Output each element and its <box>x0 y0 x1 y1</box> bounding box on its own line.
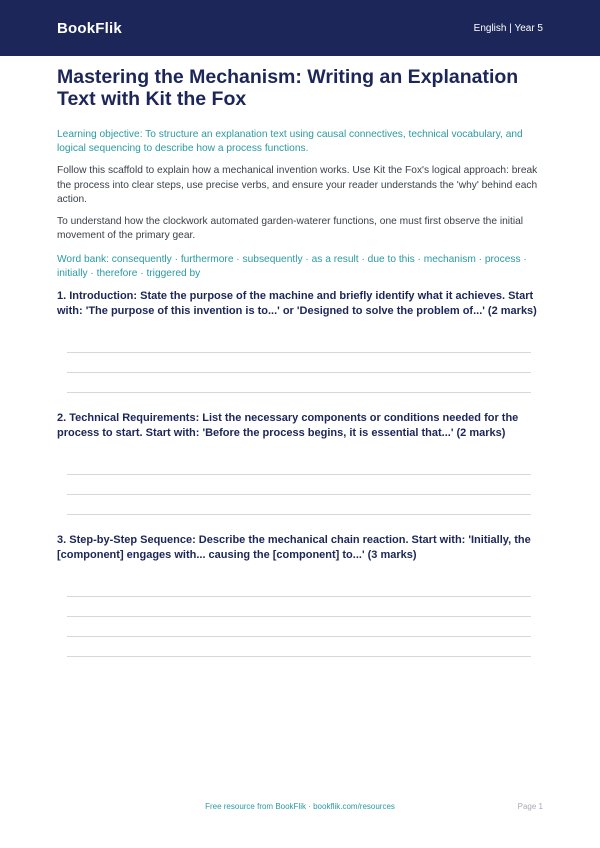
subject-year-label: English | Year 5 <box>473 22 543 34</box>
header-bar <box>0 0 600 56</box>
answer-line[interactable] <box>67 616 531 617</box>
question-3: 3. Step-by-Step Sequence: Describe the mechanical chain reaction. Start with: 'Initially, the [component] engages with... causing the [component] to...' (3 marks) <box>57 534 531 561</box>
intro-paragraph: Follow this scaffold to explain how a mechanical invention works. Use Kit the Fox's logical approach: break the process into clear steps, use precise verbs, and ensure your reader understands the 'why' behind each action. <box>57 165 538 205</box>
answer-line[interactable] <box>67 474 531 475</box>
footer-link[interactable]: Free resource from BookFlik · bookflik.com/resources <box>205 802 395 811</box>
answer-line[interactable] <box>67 514 531 515</box>
answer-lines-2[interactable] <box>67 474 531 534</box>
word-bank: Word bank: consequently · furthermore · subsequently · as a result · due to this · mechanism · process · initially · therefore · triggered by <box>57 253 527 279</box>
question-2: 2. Technical Requirements: List the necessary components or conditions needed for the process to start. Start with: 'Before the process begins, it is essential that...' (2 marks) <box>57 412 519 439</box>
answer-line[interactable] <box>67 596 531 597</box>
answer-line[interactable] <box>67 352 531 353</box>
worksheet-intro <box>57 66 543 282</box>
learning-objective: Learning objective: To structure an explanation text using causal connectives, technical vocabulary, and logical sequencing to describe how a process functions. <box>57 129 523 154</box>
example-paragraph: To understand how the clockwork automated garden-waterer functions, one must first observe the initial movement of the primary gear. <box>57 215 524 241</box>
answer-line[interactable] <box>67 656 531 657</box>
answer-line[interactable] <box>67 494 531 495</box>
answer-line[interactable] <box>67 372 531 373</box>
page-title: Mastering the Mechanism: Writing an Explanation Text with Kit the Fox <box>57 66 519 110</box>
answer-line[interactable] <box>67 636 531 637</box>
footer <box>0 802 600 814</box>
answer-lines-1[interactable] <box>67 352 531 412</box>
page-number: Page 1 <box>517 802 543 811</box>
question-1: 1. Introduction: State the purpose of the machine and briefly identify what it achieves. Start with: 'The purpose of this invention is to...' or 'Designed to solve the problem of...' (2 marks) <box>57 290 537 317</box>
brand-logo[interactable]: BookFlik <box>57 19 122 37</box>
answer-lines-3[interactable] <box>67 596 531 676</box>
answer-line[interactable] <box>67 392 531 393</box>
